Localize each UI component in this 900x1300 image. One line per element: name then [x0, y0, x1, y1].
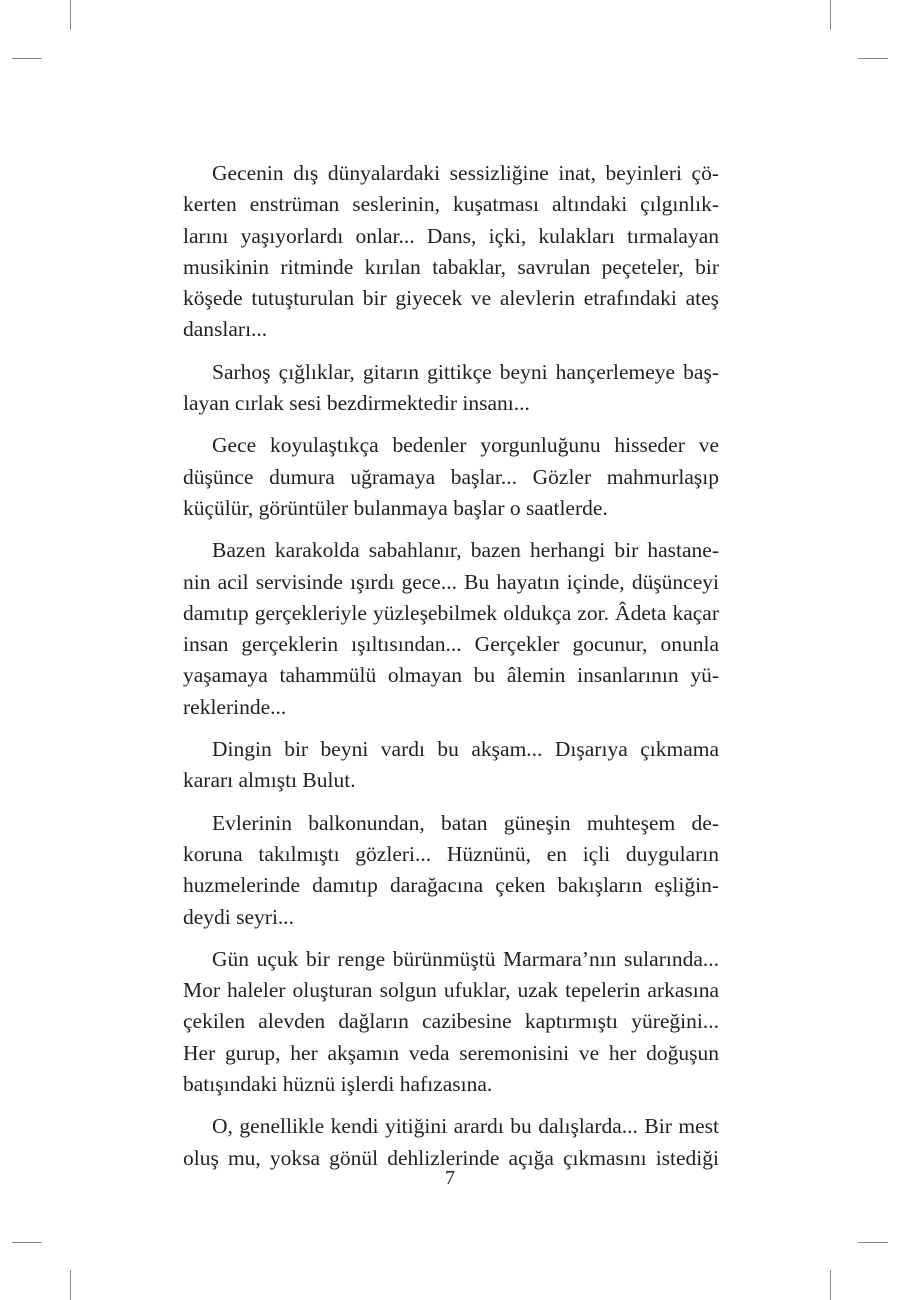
crop-mark-top-left-horizontal — [12, 58, 42, 59]
paragraph — [183, 808, 719, 933]
crop-mark-bottom-right-horizontal — [858, 1242, 888, 1243]
text-line: dansları... — [183, 317, 268, 342]
crop-mark-bottom-left-horizontal — [12, 1242, 42, 1243]
text-line: Gecenin dış dünyalardaki sessizliğine inat, beyinleri çö- — [212, 161, 719, 185]
text-line: deydi seyri... — [183, 904, 295, 929]
page-number: 7 — [445, 1167, 455, 1189]
text-line: küçülür, görüntüler bulanmaya başlar o saatlerde. — [183, 495, 608, 520]
body-text — [183, 158, 719, 1185]
text-line: koruna takılmıştı gözleri... Hüznünü, en içli duyguların — [183, 841, 719, 866]
text-line: Gün uçuk bir renge bürünmüştü Marmara’nın sularında... — [212, 946, 719, 971]
text-line: Evlerinin balkonundan, batan güneşin muhteşem de- — [212, 810, 719, 835]
text-line: Mor haleler oluşturan solgun ufuklar, uzak tepelerin arkasına — [183, 978, 719, 1003]
paragraph — [183, 430, 719, 524]
text-line: huzmelerinde damıtıp darağacına çeken bakışların eşliğin- — [183, 873, 719, 898]
text-line: reklerinde... — [183, 694, 287, 719]
crop-mark-top-left-vertical — [70, 0, 71, 30]
crop-mark-bottom-right-vertical — [830, 1270, 831, 1300]
text-line: Dingin bir beyni vardı bu akşam... Dışarıya çıkmama — [212, 737, 719, 762]
text-line: çekilen alevden dağların cazibesine kaptırmıştı yüreğini... — [183, 1009, 719, 1034]
paragraph — [183, 357, 719, 420]
paragraph — [183, 158, 719, 346]
text-line: kararı almıştı Bulut. — [183, 768, 356, 793]
crop-mark-top-right-vertical — [830, 0, 831, 30]
crop-mark-bottom-left-vertical — [70, 1270, 71, 1300]
crop-mark-top-right-horizontal — [858, 58, 888, 59]
text-line: larını yaşıyorlardı onlar... Dans, içki, kulakları tırmalayan — [183, 223, 719, 248]
text-line: köşede tutuşturulan bir giyecek ve alevlerin etrafındaki ateş — [183, 286, 719, 311]
text-line: Sarhoş çığlıklar, gitarın gittikçe beyni hançerlemeye baş- — [212, 359, 719, 384]
text-line: insan gerçeklerin ışıltısından... Gerçekler gocunur, onunla — [183, 632, 719, 657]
text-line: Gece koyulaştıkça bedenler yorgunluğunu hisseder ve — [212, 433, 719, 458]
paragraph — [183, 1111, 719, 1174]
text-line: yaşamaya tahammülü olmayan bu âlemin insanlarının yü- — [183, 663, 719, 688]
text-line: nin acil servisinde ışırdı gece... Bu hayatın içinde, düşünceyi — [183, 569, 719, 594]
text-line: düşünce dumura uğramaya başlar... Gözler mahmurlaşıp — [183, 464, 719, 489]
paragraph — [183, 734, 719, 797]
text-line: layan cırlak sesi bezdirmektedir insanı... — [183, 391, 530, 416]
paragraph — [183, 535, 719, 723]
text-line: oluş mu, yoksa gönül dehlizlerinde açığa çıkmasını istediği — [183, 1145, 719, 1170]
text-line: O, genellikle kendi yitiğini arardı bu dalışlarda... Bir mest — [212, 1114, 719, 1139]
text-line: batışındaki hüznü işlerdi hafızasına. — [183, 1072, 493, 1097]
text-line: damıtıp gerçekleriyle yüzleşebilmek oldukça zor. Âdeta kaçar — [183, 600, 719, 625]
text-line: Her gurup, her akşamın veda seremonisini ve her doğuşun — [183, 1040, 719, 1065]
text-line: kerten enstrüman seslerinin, kuşatması altındaki çılgınlık- — [183, 192, 719, 217]
paragraph — [183, 944, 719, 1100]
text-line: Bazen karakolda sabahlanır, bazen herhangi bir hastane- — [212, 538, 719, 563]
text-line: musikinin ritminde kırılan tabaklar, savrulan peçeteler, bir — [183, 254, 719, 279]
